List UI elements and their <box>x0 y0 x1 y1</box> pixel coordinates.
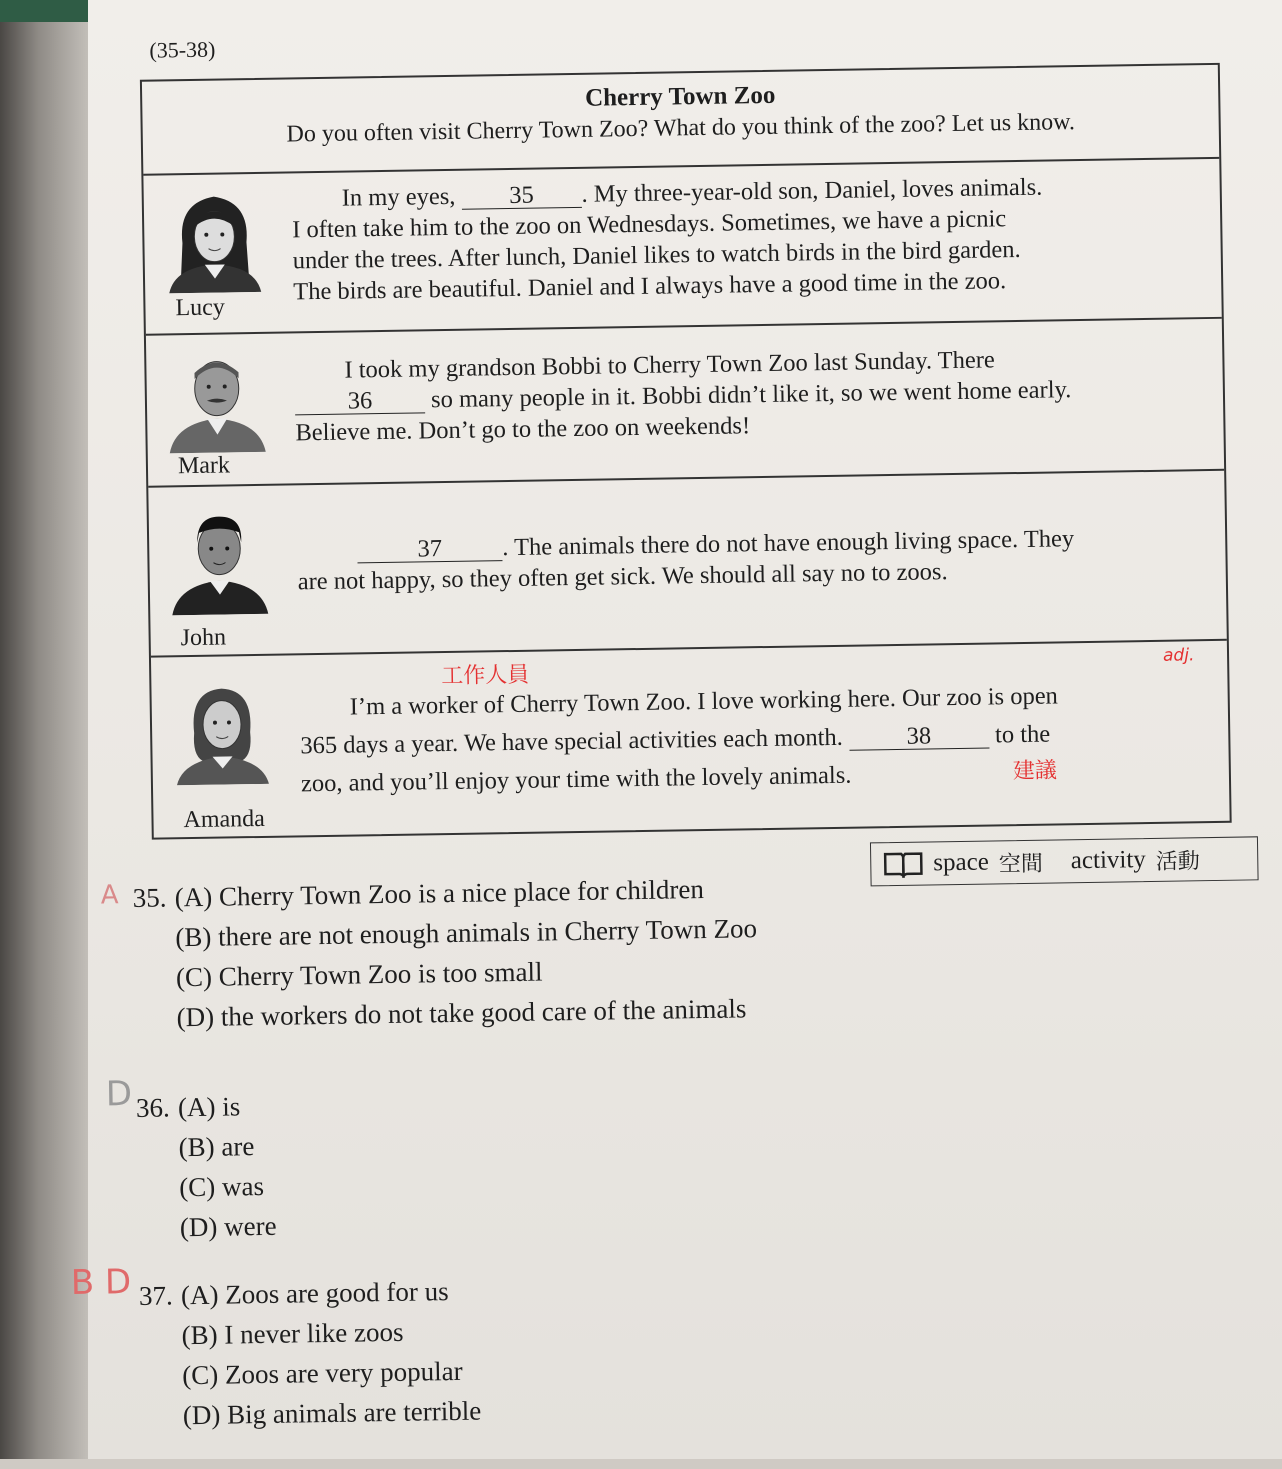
answer-option[interactable]: (B) I never like zoos <box>181 1316 404 1351</box>
annotation-open: adj. <box>1162 645 1195 666</box>
answer-option[interactable]: (A) Zoos are good for us <box>180 1276 449 1311</box>
table-header <box>142 65 1219 174</box>
answer-option[interactable]: (B) are <box>178 1131 255 1163</box>
annotation-blank38: 建議 <box>1012 758 1058 785</box>
table-title: Cherry Town Zoo <box>584 81 776 112</box>
question-number: 35. <box>132 882 167 913</box>
zoo-comments-table <box>140 63 1232 840</box>
question-line <box>139 1271 480 1316</box>
vocab-translation: 空間 <box>998 851 1044 877</box>
annotation-worker: 工作人員 <box>441 662 530 690</box>
mark-portrait <box>166 342 268 454</box>
answer-option[interactable]: (C) was <box>179 1170 265 1203</box>
comment-line: I’m a worker of Cherry Town Zoo. I love working here. Our zoo is open <box>349 682 1059 721</box>
book-icon <box>883 850 923 879</box>
commenter-name: Lucy <box>175 294 225 322</box>
question-range: (35-38) <box>149 36 216 63</box>
answer-option[interactable]: (A) Cherry Town Zoo is a nice place for children <box>174 874 705 913</box>
comment-row-amanda <box>151 639 1230 838</box>
vocab-word: activity <box>1070 846 1146 875</box>
question-36 <box>136 1086 277 1248</box>
margin-mark-36: D <box>105 1074 133 1115</box>
comment-line: 37 . The animals there do not have enough living space. They <box>297 521 1203 566</box>
answer-option[interactable]: (D) the workers do not take good care of the animals <box>176 993 747 1033</box>
commenter-name: Mark <box>177 452 231 480</box>
lucy-comment <box>292 169 1200 307</box>
comment-row-lucy <box>143 157 1221 334</box>
comment-line: zoo, and you’ll enjoy your time with the lovely animals. <box>300 761 852 798</box>
lucy-portrait <box>164 182 266 294</box>
answer-option[interactable]: (C) Cherry Town Zoo is too small <box>175 956 543 993</box>
question-37 <box>139 1271 482 1436</box>
mark-comment <box>294 341 1201 448</box>
comment-line: 36 so many people in it. Bobbi didn’t like it, so we went home early. <box>295 372 1201 417</box>
blank-37: 37 <box>357 536 502 563</box>
amanda-portrait <box>171 674 273 786</box>
vocab-word: space <box>933 848 990 877</box>
john-comment <box>297 521 1204 597</box>
john-portrait <box>169 504 271 616</box>
blank-36: 36 <box>295 388 425 415</box>
question-line <box>136 1086 275 1128</box>
answer-option[interactable]: (D) Big animals are terrible <box>182 1395 482 1431</box>
answer-option[interactable]: (A) is <box>177 1091 241 1123</box>
margin-mark-35: A <box>100 880 119 911</box>
question-number: 37. <box>138 1280 173 1311</box>
comment-line: The birds are beautiful. Daniel and I always have a good time in the zoo. <box>293 267 1007 306</box>
margin-mark-37: B D <box>70 1262 132 1304</box>
comment-line: 365 days a year. We have special activities each month. 38 to the <box>300 720 1051 760</box>
comment-line: Believe me. Don’t go to the zoo on weekends! <box>295 412 751 447</box>
vocab-translation: 活動 <box>1155 848 1201 875</box>
vocabulary-box <box>870 836 1259 886</box>
comment-line: I often take him to the zoo on Wednesdays. Sometimes, we have a picnic <box>292 205 1007 244</box>
comment-line: are not happy, so they often get sick. We should all say no to zoos. <box>297 558 948 596</box>
answer-option[interactable]: (B) there are not enough animals in Cherry Town Zoo <box>175 913 758 953</box>
answer-option[interactable]: (D) were <box>179 1210 277 1243</box>
amanda-comment <box>299 675 1211 803</box>
blank-38: 38 <box>849 724 989 751</box>
question-number: 36. <box>135 1092 171 1123</box>
comment-line: I took my grandson Bobbi to Cherry Town Zoo last Sunday. There <box>344 346 996 384</box>
comment-row-john <box>148 469 1227 656</box>
commenter-name: Amanda <box>183 805 266 834</box>
comment-line: under the trees. After lunch, Daniel likes to watch birds in the bird garden. <box>292 235 1021 275</box>
blank-35: 35 <box>461 183 581 210</box>
table-intro: Do you often visit Cherry Town Zoo? What do you think of the zoo? Let us know. <box>286 109 1076 148</box>
answer-option[interactable]: (C) Zoos are very popular <box>182 1355 463 1391</box>
comment-line: In my eyes, 35 . My three-year-old son, Daniel, loves animals. <box>341 173 1043 212</box>
commenter-name: John <box>180 624 227 652</box>
comment-row-mark <box>146 317 1224 486</box>
question-35 <box>132 868 758 1038</box>
